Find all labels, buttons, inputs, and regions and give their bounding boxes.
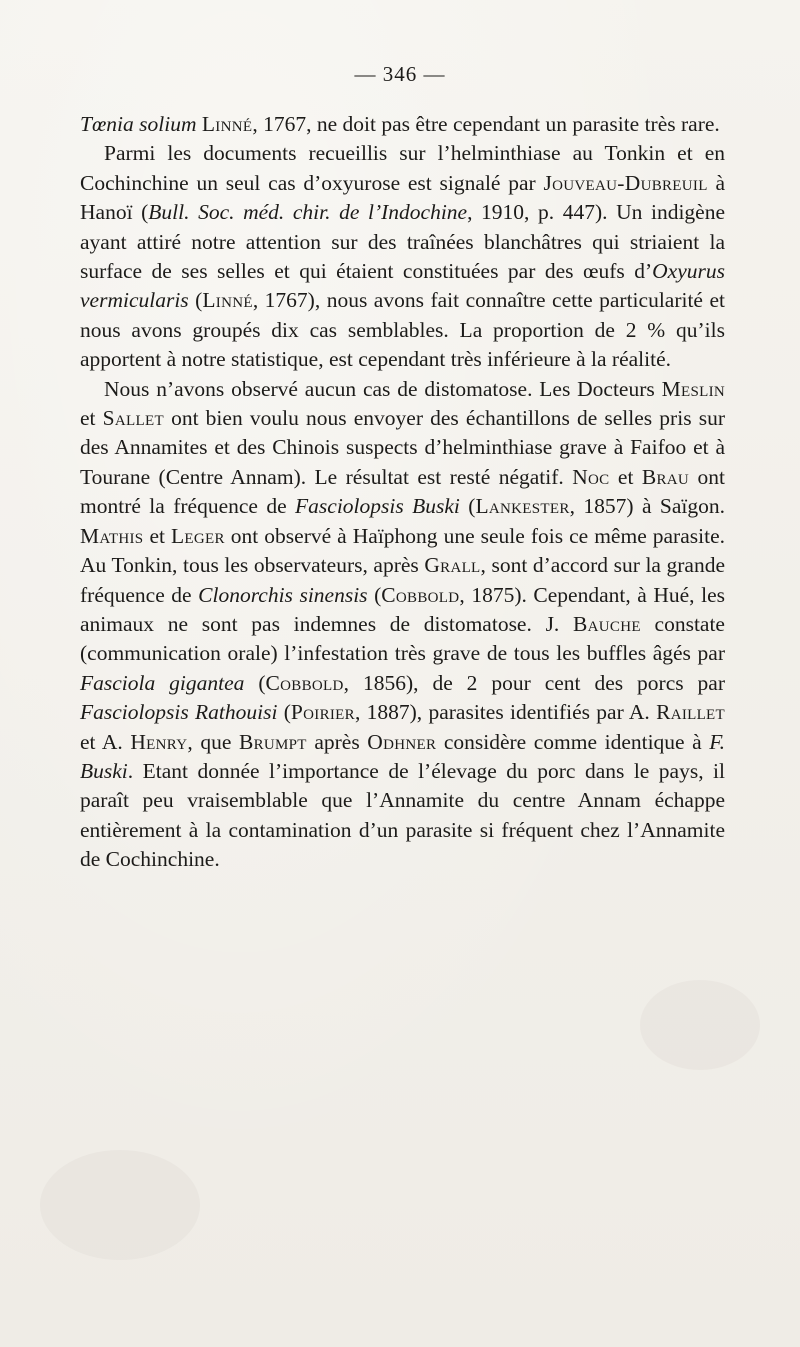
paragraph — [80, 110, 725, 139]
author-name: Cobbold — [265, 670, 344, 695]
text-run: , 1857) à Saïgon. — [569, 494, 725, 519]
italic-run: F. Buski — [80, 729, 726, 783]
author-name: Bauche — [573, 611, 641, 636]
author-name: Jouveau-Dubreuil — [543, 170, 708, 195]
italic-run: Oxyurus vermicularis — [80, 259, 725, 313]
italic-run: Fasciola gigantea — [80, 670, 245, 695]
text-run: , 1767, ne doit pas être cependant un parasite très rare. — [252, 112, 720, 136]
italic-run: Clonorchis sinensis — [198, 582, 368, 607]
text-run: Parmi les documents recueillis sur l’helminthiase au Tonkin et en Cochinchine un seul cas d’oxyurose est signalé par — [80, 141, 725, 195]
text-run: , 1767), nous avons fait connaître cette particularité et nous avons groupés dix cas semblables. La proportion de 2 % qu’ils apportent à notre statistique, est cependant très inférieure à la réalité. — [80, 288, 725, 372]
author-name: Odhner — [367, 729, 437, 754]
author-name: Sallet — [102, 406, 164, 431]
text-run: après — [306, 729, 368, 754]
body-text — [80, 110, 725, 875]
text-run: , sont d’accord sur la grande fréquence de — [80, 553, 726, 607]
text-run: ont montré la fréquence de — [80, 464, 725, 519]
text-run: ( — [188, 288, 203, 313]
author-name: Linné — [201, 112, 253, 136]
text-run: ( — [459, 494, 476, 519]
author-name: Noc — [572, 464, 610, 489]
italic-run: Fasciolopsis Rathouisi — [80, 700, 278, 725]
author-name: Lankester — [475, 494, 570, 519]
text-run: considère comme identique à — [436, 729, 710, 754]
text-run: à Hanoï ( — [80, 170, 725, 225]
text-run: et — [609, 464, 642, 489]
author-name: Mathis — [80, 523, 144, 548]
text-run: ( — [244, 670, 266, 695]
text-run: et A. — [80, 729, 131, 754]
author-name: Cobbold — [381, 582, 460, 607]
author-name: Brumpt — [238, 729, 307, 754]
italic-run: Bull. Soc. méd. chir. de l’Indochine — [148, 200, 468, 225]
italic-run: Fasciolopsis Buski — [295, 494, 460, 519]
text-run: , que — [187, 729, 239, 754]
page-number: — 346 — — [354, 62, 446, 86]
text-run: ont bien voulu nous envoyer des échantillons de selles pris sur des Annamites et des Chinois suspects d’helminthiase grave à Faifoo et à Tourane (Centre Annam). Le résultat est resté négatif. — [80, 406, 725, 489]
text-run: ont observé à Haïphong une seule fois ce même parasite. Au Tonkin, tous les observateurs, après — [80, 523, 725, 578]
author-name: Meslin — [661, 376, 725, 401]
text-run: , 1875). Cependant, à Hué, les animaux ne sont pas indemnes de distomatose. J. — [80, 582, 725, 636]
paper-stain — [640, 980, 760, 1070]
author-name: Brau — [641, 464, 690, 489]
author-name: Henry — [130, 729, 188, 754]
text-run: et — [143, 523, 171, 548]
author-name: Leger — [170, 523, 225, 548]
text-run: ( — [367, 582, 382, 607]
text-run: , 1856), de 2 pour cent des porcs par — [343, 670, 725, 695]
paragraph — [80, 375, 725, 875]
author-name: Linné — [202, 288, 253, 313]
paragraph — [80, 139, 725, 374]
italic-run: Tœnia solium — [80, 112, 197, 136]
text-run: constate (communication orale) l’infestation très grave de tous les buffles âgés par — [80, 611, 725, 666]
author-name: Grall — [424, 553, 481, 578]
text-run: et — [80, 406, 103, 431]
text-run: . Etant donnée l’importance de l’élevage du porc dans le pays, il paraît peu vraisemblable que l’Annamite du centre Annam échappe entièrement à la contamination d’un parasite si fréquent chez l’Annamite de Cochinchine. — [80, 758, 725, 872]
paper-stain — [40, 1150, 200, 1260]
text-run: Nous n’avons observé aucun cas de distomatose. Les Docteurs — [104, 376, 662, 401]
author-name: Raillet — [656, 700, 725, 725]
text-run: ( — [277, 700, 291, 725]
author-name: Poirier — [290, 700, 355, 725]
text-run: , 1887), parasites identifiés par A. — [354, 700, 657, 725]
text-run: , 1910, p. 447). Un indigène ayant attiré notre attention sur des traînées blanchâtres qui striaient la surface de ses selles et qui étaient constituées par des œufs d’ — [80, 200, 726, 284]
